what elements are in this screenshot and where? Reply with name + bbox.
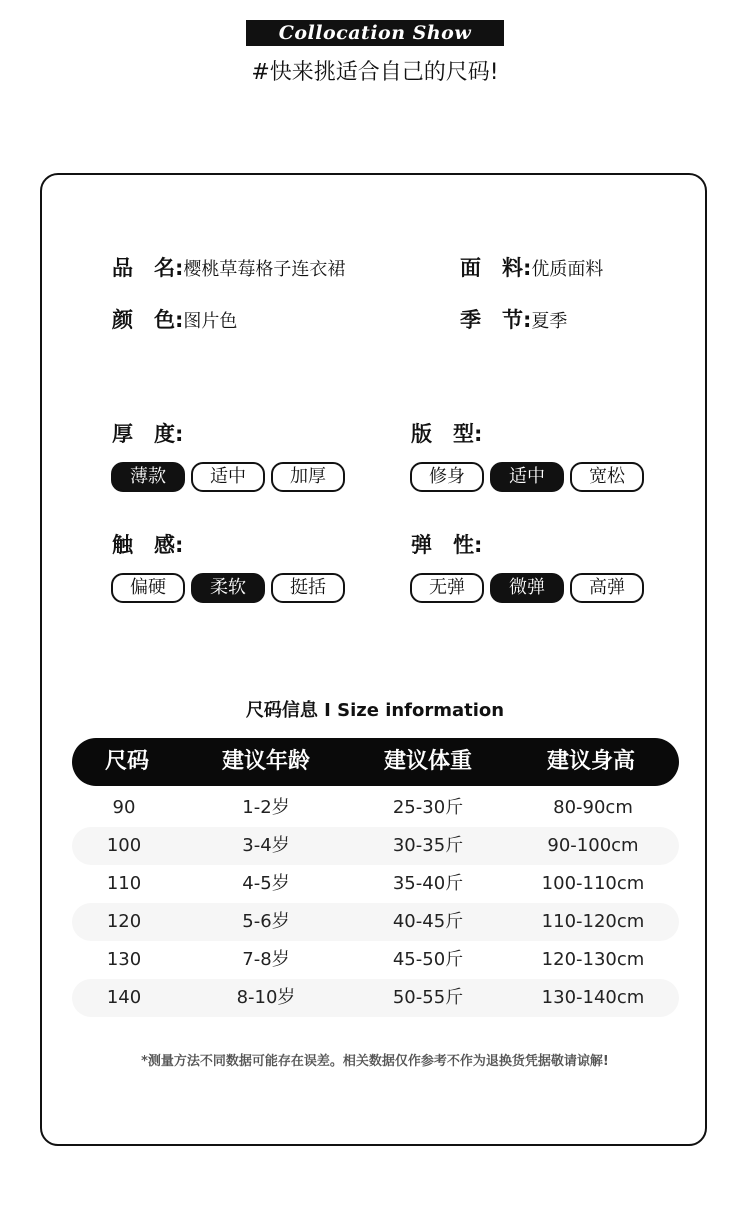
- cell-weight: 30-35斤: [392, 835, 464, 856]
- cell-age: 7-8岁: [242, 949, 290, 970]
- fit-label: 版 型:: [411, 422, 483, 446]
- fit-options: [410, 462, 644, 492]
- cell-size: 90: [112, 797, 136, 818]
- cell-height: 80-90cm: [553, 797, 633, 818]
- fit-option-regular: 适中: [490, 462, 564, 492]
- info-season-value: 夏季: [531, 311, 568, 332]
- header-size: 尺码: [104, 749, 150, 774]
- touch-option-soft: 柔软: [191, 573, 265, 603]
- cell-weight: 40-45斤: [392, 911, 464, 932]
- info-color-value: 图片色: [183, 311, 238, 332]
- thickness-option-medium: 适中: [191, 462, 265, 492]
- cell-height: 120-130cm: [541, 949, 645, 970]
- elasticity-option-slight: 微弹: [490, 573, 564, 603]
- fit-option-slim: 修身: [410, 462, 484, 492]
- cell-age: 3-4岁: [242, 835, 290, 856]
- cell-weight: 45-50斤: [392, 949, 464, 970]
- cell-size: 120: [106, 911, 142, 932]
- table-row: [72, 827, 679, 865]
- cell-height: 130-140cm: [541, 987, 645, 1008]
- info-name-label: 品 名:: [112, 256, 184, 280]
- cell-age: 8-10岁: [236, 987, 296, 1008]
- page-subtitle: #快来挑适合自己的尺码!: [251, 60, 499, 85]
- info-season-label: 季 节:: [460, 308, 532, 332]
- header-height: 建议身高: [546, 749, 636, 774]
- touch-options: [111, 573, 345, 603]
- info-name: [112, 254, 345, 284]
- fit-option-loose: 宽松: [570, 462, 644, 492]
- table-row: [72, 903, 679, 941]
- size-info-heading: 尺码信息 I Size information: [245, 700, 505, 721]
- collocation-show-banner: Collocation Show: [246, 20, 504, 46]
- info-color-label: 颜 色:: [112, 308, 184, 332]
- elasticity-option-high: 高弹: [570, 573, 644, 603]
- header-weight: 建议体重: [383, 749, 473, 774]
- size-table-header: [72, 738, 679, 786]
- table-row: [72, 789, 679, 827]
- measurement-disclaimer: *测量方法不同数据可能存在误差。相关数据仅作参考不作为退换货凭据敬请谅解!: [141, 1054, 609, 1069]
- cell-weight: 50-55斤: [392, 987, 464, 1008]
- cell-size: 130: [106, 949, 142, 970]
- thickness-options: [111, 462, 345, 492]
- elasticity-options: [410, 573, 644, 603]
- cell-size: 110: [106, 873, 142, 894]
- cell-weight: 35-40斤: [392, 873, 464, 894]
- cell-age: 4-5岁: [242, 873, 290, 894]
- table-row: [72, 941, 679, 979]
- touch-option-stiff: 偏硬: [111, 573, 185, 603]
- cell-age: 1-2岁: [242, 797, 290, 818]
- info-name-value: 樱桃草莓格子连衣裙: [183, 259, 346, 280]
- info-fabric: [460, 254, 603, 284]
- thickness-label: 厚 度:: [112, 422, 184, 446]
- cell-height: 110-120cm: [541, 911, 645, 932]
- cell-size: 100: [106, 835, 142, 856]
- elasticity-option-none: 无弹: [410, 573, 484, 603]
- cell-height: 100-110cm: [541, 873, 645, 894]
- cell-weight: 25-30斤: [392, 797, 464, 818]
- cell-size: 140: [106, 987, 142, 1008]
- cell-age: 5-6岁: [242, 911, 290, 932]
- thickness-option-thick: 加厚: [271, 462, 345, 492]
- touch-option-crisp: 挺括: [271, 573, 345, 603]
- info-fabric-value: 优质面料: [531, 259, 604, 280]
- table-row: [72, 979, 679, 1017]
- info-season: [460, 306, 567, 336]
- header-age: 建议年龄: [221, 749, 311, 774]
- info-color: [112, 306, 237, 336]
- elasticity-label: 弹 性:: [411, 533, 483, 557]
- thickness-option-thin: 薄款: [111, 462, 185, 492]
- touch-label: 触 感:: [112, 533, 184, 557]
- info-fabric-label: 面 料:: [460, 256, 532, 280]
- table-row: [72, 865, 679, 903]
- cell-height: 90-100cm: [547, 835, 639, 856]
